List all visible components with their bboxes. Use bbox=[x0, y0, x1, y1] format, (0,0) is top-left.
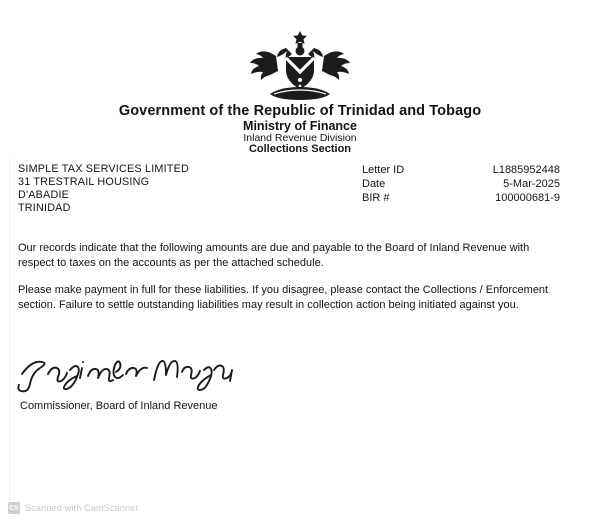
letter-meta bbox=[362, 163, 560, 205]
camscanner-watermark-text: Scanned with CamScanner bbox=[25, 503, 139, 513]
letterhead-government: Government of the Republic of Trinidad and Tobago bbox=[118, 103, 482, 119]
coat-of-arms bbox=[242, 30, 358, 102]
recipient-street: 31 TRESTRAIL HOUSING bbox=[18, 176, 150, 188]
body-paragraph-2: Please make payment in full for these liabilities. If you disagree, please contact the Collections / Enforcement section. Failure to settle outstanding liabilities may result in collection action being initiated against you. bbox=[18, 284, 549, 311]
body-paragraph-1: Our records indicate that the following amounts are due and payable to the Board of Inland Revenue with respect to taxes on the accounts as per the attached schedule. bbox=[18, 242, 530, 269]
date-label: Date bbox=[362, 178, 386, 190]
bir-number-value: 100000681-9 bbox=[495, 192, 560, 204]
meta-row-bir bbox=[362, 191, 560, 205]
letter-id-value: L1885952448 bbox=[492, 164, 560, 176]
letterhead-section: Collections Section bbox=[248, 143, 352, 155]
signatory-title: Commissioner, Board of Inland Revenue bbox=[20, 400, 218, 412]
scan-edge-artifact bbox=[9, 158, 10, 512]
camscanner-watermark bbox=[8, 502, 139, 514]
date-value: 5-Mar-2025 bbox=[503, 178, 560, 190]
recipient-name: SIMPLE TAX SERVICES LIMITED bbox=[18, 163, 190, 175]
meta-row-letter-id bbox=[362, 163, 560, 177]
letterhead-ministry: Ministry of Finance bbox=[243, 119, 357, 133]
letter-id-label: Letter ID bbox=[362, 164, 405, 176]
recipient-town: D'ABADIE bbox=[18, 189, 70, 201]
coat-of-arms-icon bbox=[242, 30, 358, 102]
recipient-address bbox=[18, 163, 189, 215]
meta-row-date bbox=[362, 177, 560, 191]
letterhead-division: Inland Revenue Division bbox=[243, 132, 357, 144]
camscanner-cs-icon: CS bbox=[8, 502, 20, 514]
bir-number-label: BIR # bbox=[362, 192, 390, 204]
recipient-country: TRINIDAD bbox=[18, 202, 71, 214]
handwritten-signature bbox=[14, 344, 234, 402]
